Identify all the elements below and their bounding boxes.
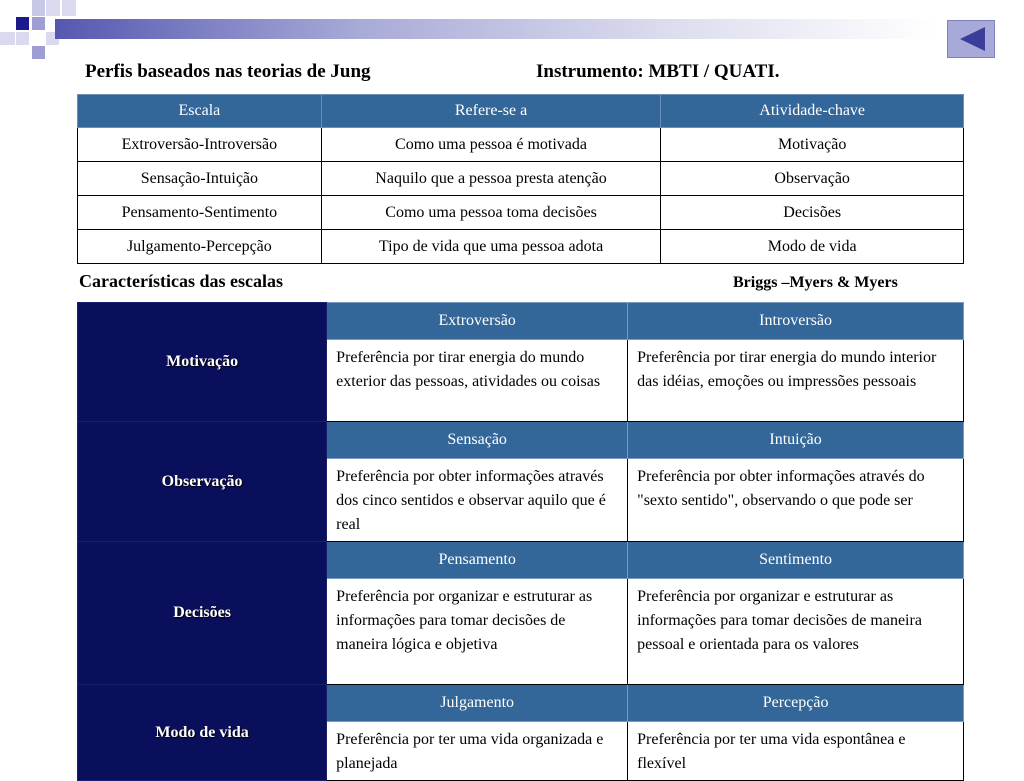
- section-title: Características das escalas: [79, 271, 283, 291]
- instrument-title: Instrumento: MBTI / QUATI.: [536, 61, 780, 82]
- table-row: [78, 230, 964, 264]
- group-header-row: [78, 303, 964, 340]
- column-header: Escala: [78, 95, 322, 128]
- description-cell: Preferência por organizar e estruturar as informações para tomar decisões de maneira lógica e objetiva: [327, 579, 628, 685]
- table-cell: Como uma pessoa toma decisões: [321, 196, 661, 230]
- table-cell: Decisões: [661, 196, 964, 230]
- table-row: [78, 128, 964, 162]
- description-cell: Preferência por organizar e estruturar as informações para tomar decisões de maneira pessoal e orientada para os valores: [628, 579, 964, 685]
- table-cell: Modo de vida: [661, 230, 964, 264]
- table-cell: Julgamento-Percepção: [78, 230, 322, 264]
- table-cell: Naquilo que a pessoa presta atenção: [321, 162, 661, 196]
- table-cell: Sensação-Intuição: [78, 162, 322, 196]
- group-header-row: [78, 542, 964, 579]
- decor-square: [46, 0, 60, 16]
- description-cell: Preferência por tirar energia do mundo exterior das pessoas, atividades ou coisas: [327, 340, 628, 422]
- table-cell: Pensamento-Sentimento: [78, 196, 322, 230]
- table-row: [78, 196, 964, 230]
- scales-table: [77, 94, 964, 264]
- decor-square: [16, 17, 29, 30]
- column-header: Pensamento: [327, 542, 628, 579]
- group-header-row: [78, 422, 964, 459]
- group-label-decisoes: Decisões: [78, 542, 327, 685]
- table-header-row: [78, 95, 964, 128]
- description-cell: Preferência por obter informações através do "sexto sentido", observando o que pode ser: [628, 459, 964, 542]
- column-header: Extroversão: [327, 303, 628, 340]
- decor-square: [32, 46, 45, 59]
- table-cell: Tipo de vida que uma pessoa adota: [321, 230, 661, 264]
- authors-credit: Briggs –Myers & Myers: [733, 274, 898, 291]
- table-cell: Motivação: [661, 128, 964, 162]
- group-label-modo-de-vida: Modo de vida: [78, 685, 327, 781]
- group-label-motivacao: Motivação: [78, 303, 327, 422]
- column-header: Intuição: [628, 422, 964, 459]
- description-cell: Preferência por obter informações através dos cinco sentidos e observar aquilo que é real: [327, 459, 628, 542]
- decor-square: [16, 32, 29, 45]
- column-header: Julgamento: [327, 685, 628, 722]
- column-header: Refere-se a: [321, 95, 661, 128]
- decor-square: [62, 0, 76, 16]
- decor-square: [32, 17, 45, 30]
- table-cell: Como uma pessoa é motivada: [321, 128, 661, 162]
- description-cell: Preferência por ter uma vida espontânea e flexível: [628, 722, 964, 781]
- page-title: Perfis baseados nas teorias de Jung: [85, 61, 371, 82]
- triangle-left-icon: [948, 21, 994, 57]
- characteristics-table: [77, 302, 964, 781]
- decor-square: [32, 0, 45, 16]
- column-header: Percepção: [628, 685, 964, 722]
- table-cell: Extroversão-Introversão: [78, 128, 322, 162]
- description-cell: Preferência por ter uma vida organizada e planejada: [327, 722, 628, 781]
- back-button[interactable]: [947, 20, 995, 58]
- table-row: [78, 162, 964, 196]
- column-header: Sensação: [327, 422, 628, 459]
- column-header: Sentimento: [628, 542, 964, 579]
- column-header: Introversão: [628, 303, 964, 340]
- group-header-row: [78, 685, 964, 722]
- group-label-observacao: Observação: [78, 422, 327, 542]
- description-cell: Preferência por tirar energia do mundo interior das idéias, emoções ou impressões pessoais: [628, 340, 964, 422]
- decor-square: [0, 32, 15, 45]
- header-gradient-bar: [55, 19, 935, 39]
- table-cell: Observação: [661, 162, 964, 196]
- column-header: Atividade-chave: [661, 95, 964, 128]
